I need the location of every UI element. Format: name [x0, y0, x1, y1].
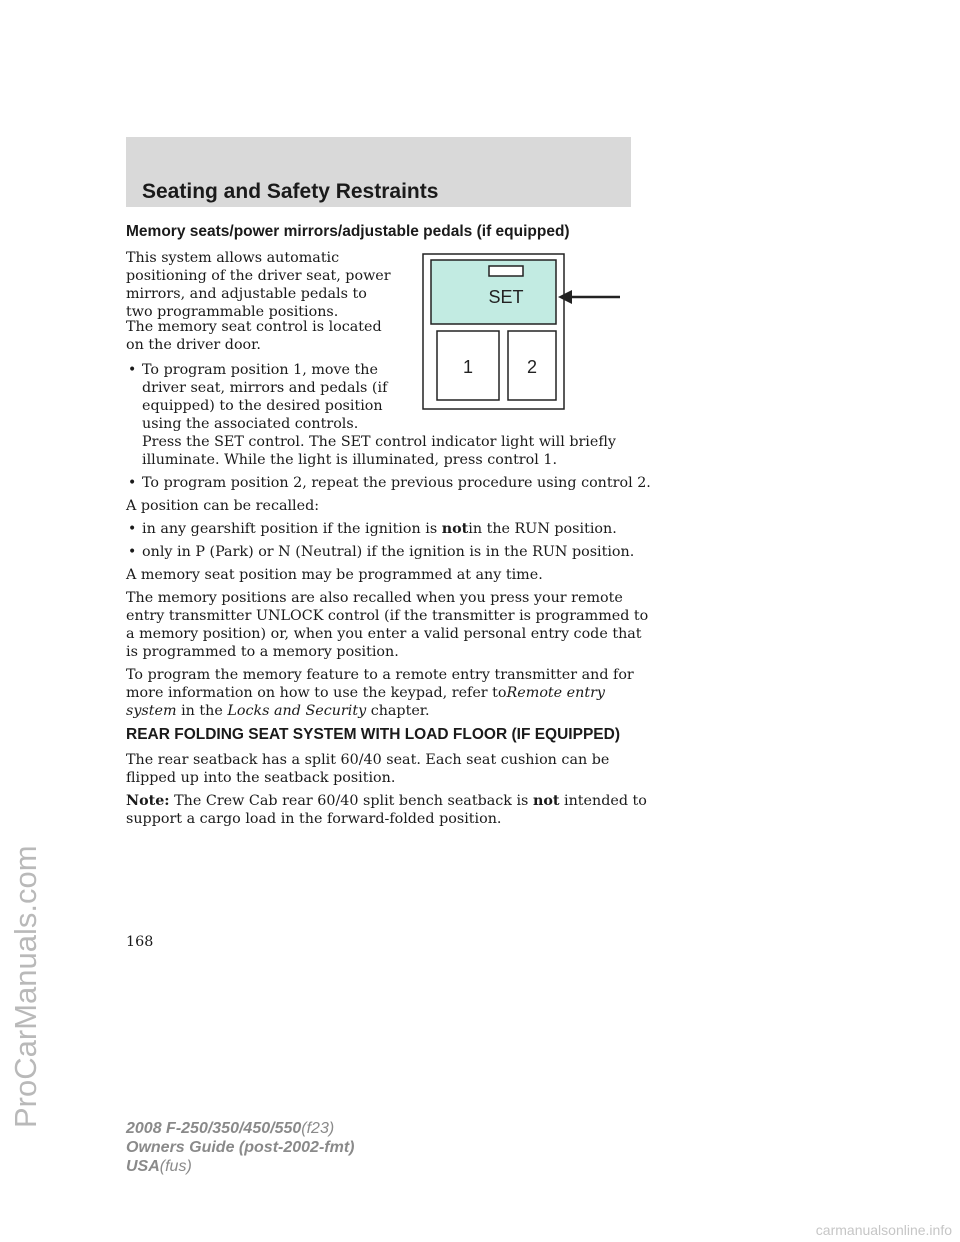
bullet-line: illuminate. While the light is illuminated, press control 1. — [142, 452, 558, 468]
page-number: 168 — [126, 934, 154, 950]
memory-button-1-label: 1 — [462, 357, 474, 377]
bullet-line — [142, 520, 617, 538]
program-line — [126, 702, 430, 720]
remote-line: entry transmitter UNLOCK control (if the transmitter is programmed to — [126, 608, 649, 624]
bullet-line: driver seat, mirrors and pedals (if — [142, 380, 388, 396]
intro-line: positioning of the driver seat, power — [126, 268, 391, 284]
memory-seat-control-diagram — [420, 252, 625, 412]
remote-line: a memory position) or, when you enter a valid personal entry code that — [126, 626, 642, 642]
text-run: The Crew Cab rear 60/40 split bench seatback is — [174, 793, 529, 809]
text-run: chapter. — [370, 703, 430, 719]
bullet-line: To program position 1, move the — [142, 362, 378, 378]
bullet-line: Press the SET control. The SET control indicator light will briefly — [142, 434, 616, 450]
set-indicator-light — [489, 266, 523, 276]
rear-seat-line: flipped up into the seatback position. — [126, 770, 396, 786]
program-line: To program the memory feature to a remote entry transmitter and for — [126, 667, 634, 683]
intro-line: mirrors, and adjustable pedals to — [126, 286, 367, 302]
side-watermark: ProCarManuals.com — [8, 845, 43, 1128]
bullet-line: To program position 2, repeat the previous procedure using control 2. — [142, 475, 651, 491]
program-anytime: A memory seat position may be programmed at any time. — [126, 567, 543, 583]
location-line: on the driver door. — [126, 337, 261, 353]
bullet-glyph: • — [128, 475, 137, 491]
emphasis-not: not — [532, 793, 560, 809]
footer-brand: carmanualsonline.info — [815, 1222, 952, 1238]
note-line — [126, 792, 647, 810]
chapter-reference: Locks and Security — [227, 703, 367, 719]
cross-reference: Remote entry — [506, 685, 606, 701]
intro-line: This system allows automatic — [126, 250, 340, 266]
rear-seat-line: The rear seatback has a split 60/40 seat. Each seat cushion can be — [126, 752, 610, 768]
text-run: in any gearshift position if the ignition is — [142, 521, 442, 537]
note-label: Note: — [126, 793, 170, 809]
bullet-glyph: • — [128, 521, 137, 537]
text-run: intended to — [564, 793, 647, 809]
footer-line: Owners Guide (post-2002-fmt) — [126, 1139, 355, 1156]
footer-line — [126, 1119, 354, 1138]
remote-line: is programmed to a memory position. — [126, 644, 399, 660]
footer-market: USA — [126, 1158, 160, 1175]
recall-intro: A position can be recalled: — [126, 498, 320, 514]
text-run: in the — [181, 703, 223, 719]
remote-line: The memory positions are also recalled when you press your remote — [126, 590, 623, 606]
footer-code: (f23) — [301, 1120, 335, 1137]
cross-reference: system — [126, 703, 177, 719]
bullet-line: using the associated controls. — [142, 416, 359, 432]
text-run: more information on how to use the keypad, refer to — [126, 685, 507, 701]
chapter-title: Seating and Safety Restraints — [142, 180, 439, 203]
footer-line — [126, 1157, 354, 1176]
note-line: support a cargo load in the forward-folded position. — [126, 811, 502, 827]
intro-line: two programmable positions. — [126, 304, 339, 320]
memory-seats-heading: Memory seats/power mirrors/adjustable pedals (if equipped) — [126, 223, 570, 240]
memory-button-2-label: 2 — [526, 357, 538, 377]
set-button-label: SET — [488, 287, 524, 307]
footer-code: (fus) — [159, 1158, 192, 1175]
text-run: in the RUN position. — [468, 521, 617, 537]
bullet-line: only in P (Park) or N (Neutral) if the ignition is in the RUN position. — [142, 544, 635, 560]
program-line — [126, 684, 605, 702]
bullet-glyph: • — [128, 362, 137, 378]
footer-model: 2008 F-250/350/450/550 — [126, 1120, 302, 1137]
location-line: The memory seat control is located — [126, 319, 382, 335]
document-footer — [126, 1119, 354, 1176]
emphasis-not: not — [441, 521, 469, 537]
bullet-glyph: • — [128, 544, 137, 560]
bullet-line: equipped) to the desired position — [142, 398, 383, 414]
rear-folding-seat-heading: REAR FOLDING SEAT SYSTEM WITH LOAD FLOOR (IF EQUIPPED) — [126, 726, 620, 743]
